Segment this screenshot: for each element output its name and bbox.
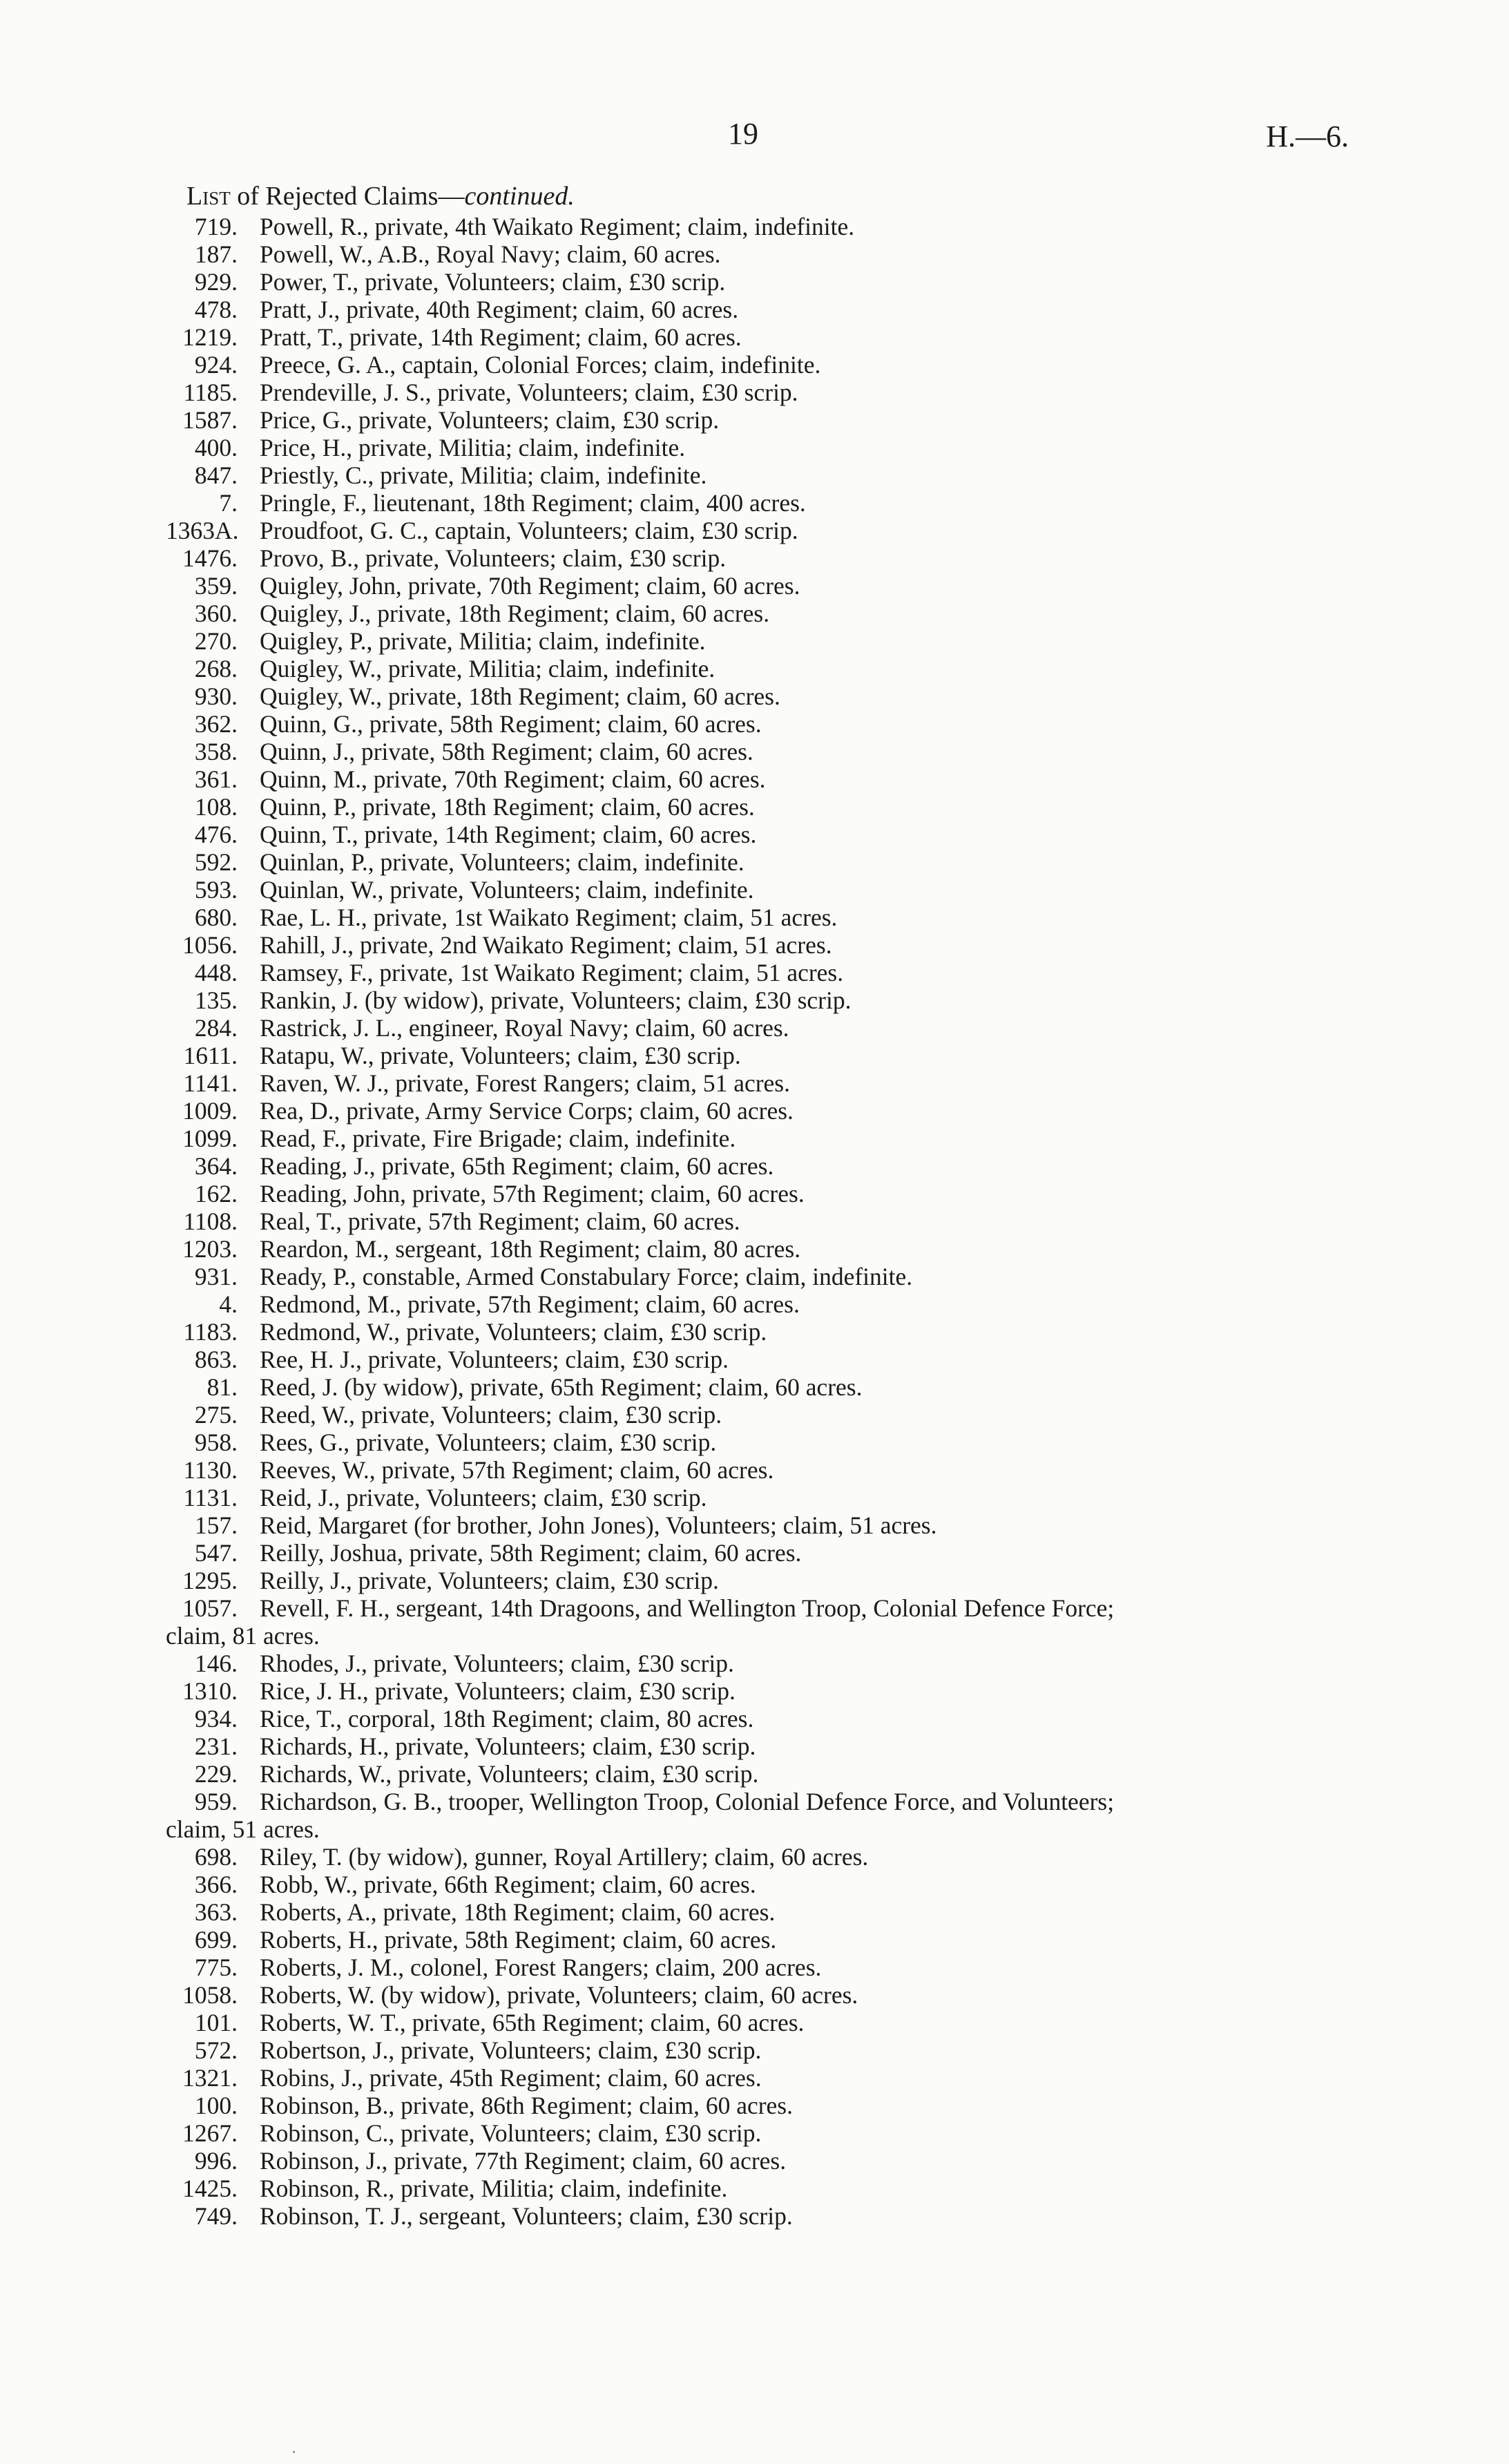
list-item: [166, 959, 1367, 986]
claim-text: Roberts, H., private, 58th Regiment; claim, 60 acres.: [260, 1926, 777, 1954]
claim-number: 1099.: [182, 1125, 238, 1152]
list-item: [166, 876, 1367, 904]
claim-text-continuation: claim, 51 acres.: [166, 1815, 320, 1843]
list-item: [166, 1042, 1367, 1069]
list-item: [166, 1318, 1367, 1346]
claim-number: 363.: [194, 1898, 238, 1926]
claim-text: Robinson, T. J., sergeant, Volunteers; claim, £30 scrip.: [260, 2202, 793, 2230]
claim-text: Riley, T. (by widow), gunner, Royal Artillery; claim, 60 acres.: [260, 1843, 869, 1871]
claim-text: Robb, W., private, 66th Regiment; claim, 60 acres.: [260, 1871, 756, 1898]
claim-text: Quigley, W., private, 18th Regiment; claim, 60 acres.: [260, 682, 780, 710]
list-item: [166, 1788, 1367, 1843]
list-item: [166, 848, 1367, 876]
claim-number: 1295.: [182, 1567, 238, 1594]
claim-number: 1185.: [183, 379, 238, 406]
list-item: [166, 1373, 1367, 1401]
claim-number: 1058.: [182, 1981, 238, 2009]
claim-number: 81.: [206, 1373, 238, 1401]
claim-text: Quinn, T., private, 14th Regiment; claim, 60 acres.: [260, 821, 757, 848]
list-heading-lead: List: [186, 182, 231, 211]
claim-text: Preece, G. A., captain, Colonial Forces; claim, indefinite.: [260, 351, 821, 379]
claim-text: Powell, R., private, 4th Waikato Regiment; claim, indefinite.: [260, 213, 855, 240]
list-item: [166, 1594, 1367, 1650]
claim-number: 680.: [194, 904, 238, 931]
claim-text: Roberts, W. (by widow), private, Volunteers; claim, 60 acres.: [260, 1981, 858, 2009]
claim-text: Price, G., private, Volunteers; claim, £30 scrip.: [260, 406, 720, 434]
claim-number: 699.: [194, 1926, 238, 1954]
claim-number: 361.: [194, 765, 238, 793]
list-item: [166, 655, 1367, 682]
claim-number: 101.: [194, 2009, 238, 2036]
claim-text: Reed, W., private, Volunteers; claim, £30 scrip.: [260, 1401, 722, 1429]
claim-number: 135.: [194, 986, 238, 1014]
list-item: [166, 544, 1367, 572]
claim-number: 100.: [194, 2092, 238, 2119]
list-item: [166, 1954, 1367, 1981]
list-item: [166, 1401, 1367, 1429]
claim-number: 593.: [194, 876, 238, 904]
claim-number: 1219.: [182, 323, 238, 351]
claim-number: 157.: [194, 1511, 238, 1539]
claim-number: 1057.: [182, 1594, 238, 1622]
claim-number: 231.: [194, 1732, 238, 1760]
claim-number: 1476.: [182, 544, 238, 572]
claim-number: 749.: [194, 2202, 238, 2230]
claim-number: 270.: [194, 627, 238, 655]
list-item: [166, 572, 1367, 600]
list-item: [166, 1014, 1367, 1042]
claim-number: 572.: [194, 2036, 238, 2064]
list-item: [166, 406, 1367, 434]
claim-text: Reed, J. (by widow), private, 65th Regiment; claim, 60 acres.: [260, 1373, 863, 1401]
claim-text: Redmond, W., private, Volunteers; claim, £30 scrip.: [260, 1318, 767, 1346]
claim-number: 547.: [194, 1539, 238, 1567]
rejected-claims-list: [166, 213, 1367, 2230]
document-reference: H.—6.: [1266, 120, 1349, 153]
claim-number: 1425.: [182, 2175, 238, 2202]
list-item: [166, 379, 1367, 406]
claim-text: Roberts, W. T., private, 65th Regiment; claim, 60 acres.: [260, 2009, 805, 2036]
claim-text: Rees, G., private, Volunteers; claim, £30 scrip.: [260, 1429, 717, 1456]
claim-number: 719.: [194, 213, 238, 240]
list-item: [166, 1069, 1367, 1097]
list-item: [166, 1456, 1367, 1484]
list-item: [166, 904, 1367, 931]
claim-text: Read, F., private, Fire Brigade; claim, indefinite.: [260, 1125, 736, 1152]
list-item: [166, 1511, 1367, 1539]
claim-number: 929.: [194, 268, 238, 296]
list-item: [166, 434, 1367, 461]
list-item: [166, 517, 1367, 544]
list-item: [166, 1263, 1367, 1290]
claim-number: 358.: [194, 738, 238, 765]
claim-text: Ready, P., constable, Armed Constabulary Force; claim, indefinite.: [260, 1263, 913, 1290]
claim-text: Quinlan, W., private, Volunteers; claim, indefinite.: [260, 876, 754, 904]
claim-number: 847.: [194, 461, 238, 489]
list-item: [166, 600, 1367, 627]
list-item: [166, 268, 1367, 296]
claim-text: Pratt, J., private, 40th Regiment; claim, 60 acres.: [260, 296, 739, 323]
claim-number: 592.: [194, 848, 238, 876]
list-item: [166, 323, 1367, 351]
claim-text: Pratt, T., private, 14th Regiment; claim, 60 acres.: [260, 323, 742, 351]
list-item: [166, 489, 1367, 517]
list-item: [166, 2092, 1367, 2119]
list-item: [166, 2009, 1367, 2036]
claim-text: Robertson, J., private, Volunteers; claim, £30 scrip.: [260, 2036, 762, 2064]
claim-text: Rahill, J., private, 2nd Waikato Regiment; claim, 51 acres.: [260, 931, 832, 959]
list-item: [166, 213, 1367, 240]
claim-number: 1130.: [183, 1456, 238, 1484]
claim-text: Robins, J., private, 45th Regiment; claim, 60 acres.: [260, 2064, 762, 2092]
claim-text: Reeves, W., private, 57th Regiment; claim, 60 acres.: [260, 1456, 774, 1484]
claim-text: Ree, H. J., private, Volunteers; claim, £30 scrip.: [260, 1346, 729, 1373]
claim-text: Rice, J. H., private, Volunteers; claim, £30 scrip.: [260, 1677, 736, 1705]
claim-number: 366.: [194, 1871, 238, 1898]
claim-text: Quinlan, P., private, Volunteers; claim, indefinite.: [260, 848, 744, 876]
claim-number: 1321.: [182, 2064, 238, 2092]
claim-number: 1203.: [182, 1235, 238, 1263]
claim-number: 1183.: [183, 1318, 238, 1346]
claim-text: Quinn, M., private, 70th Regiment; claim, 60 acres.: [260, 765, 766, 793]
claim-number: 934.: [194, 1705, 238, 1732]
list-item: [166, 710, 1367, 738]
claim-number: 360.: [194, 600, 238, 627]
claim-number: 1310.: [182, 1677, 238, 1705]
claim-number: 924.: [194, 351, 238, 379]
claim-text: Roberts, J. M., colonel, Forest Rangers; claim, 200 acres.: [260, 1954, 822, 1981]
claim-text: Reardon, M., sergeant, 18th Regiment; claim, 80 acres.: [260, 1235, 801, 1263]
claim-text: Reilly, Joshua, private, 58th Regiment; claim, 60 acres.: [260, 1539, 802, 1567]
list-heading: [186, 181, 575, 211]
list-item: [166, 682, 1367, 710]
page-speck: [293, 2451, 295, 2453]
list-item: [166, 765, 1367, 793]
claim-text: Rankin, J. (by widow), private, Volunteers; claim, £30 scrip.: [260, 986, 852, 1014]
claim-number: 1363A.: [166, 517, 239, 544]
list-item: [166, 1097, 1367, 1125]
list-item: [166, 2064, 1367, 2092]
list-item: [166, 1677, 1367, 1705]
list-item: [166, 1898, 1367, 1926]
claim-text: Rice, T., corporal, 18th Regiment; claim, 80 acres.: [260, 1705, 754, 1732]
claim-text: Quigley, W., private, Militia; claim, indefinite.: [260, 655, 715, 682]
list-item: [166, 2119, 1367, 2147]
claim-text: Rastrick, J. L., engineer, Royal Navy; claim, 60 acres.: [260, 1014, 789, 1042]
claim-text: Richards, W., private, Volunteers; claim, £30 scrip.: [260, 1760, 759, 1788]
list-item: [166, 2036, 1367, 2064]
claim-number: 478.: [194, 296, 238, 323]
list-item: [166, 821, 1367, 848]
list-item: [166, 1290, 1367, 1318]
claim-text: Robinson, J., private, 77th Regiment; claim, 60 acres.: [260, 2147, 787, 2175]
list-item: [166, 2202, 1367, 2230]
claim-text: Priestly, C., private, Militia; claim, indefinite.: [260, 461, 707, 489]
claim-number: 1009.: [182, 1097, 238, 1125]
list-item: [166, 2147, 1367, 2175]
claim-text: Proudfoot, G. C., captain, Volunteers; claim, £30 scrip.: [260, 517, 798, 544]
list-item: [166, 1346, 1367, 1373]
claim-text: Richardson, G. B., trooper, Wellington Troop, Colonial Defence Force, and Volunteers;: [260, 1788, 1115, 1815]
claim-text: Ramsey, F., private, 1st Waikato Regiment; claim, 51 acres.: [260, 959, 844, 986]
claim-text: Provo, B., private, Volunteers; claim, £30 scrip.: [260, 544, 727, 572]
list-item: [166, 1567, 1367, 1594]
claim-number: 959.: [194, 1788, 238, 1815]
list-item: [166, 1650, 1367, 1677]
claim-number: 187.: [194, 240, 238, 268]
list-item: [166, 627, 1367, 655]
claim-text: Reilly, J., private, Volunteers; claim, £30 scrip.: [260, 1567, 719, 1594]
list-item: [166, 240, 1367, 268]
list-item: [166, 1429, 1367, 1456]
claim-number: 229.: [194, 1760, 238, 1788]
claim-number: 1056.: [182, 931, 238, 959]
claim-text: Rea, D., private, Army Service Corps; claim, 60 acres.: [260, 1097, 794, 1125]
list-heading-continued: continued.: [464, 182, 575, 211]
claim-number: 275.: [194, 1401, 238, 1429]
list-item: [166, 986, 1367, 1014]
list-item: [166, 1180, 1367, 1207]
claim-text: Reid, J., private, Volunteers; claim, £30 scrip.: [260, 1484, 707, 1511]
claim-number: 958.: [194, 1429, 238, 1456]
claim-number: 359.: [194, 572, 238, 600]
claim-number: 284.: [194, 1014, 238, 1042]
claim-number: 863.: [194, 1346, 238, 1373]
claim-text: Prendeville, J. S., private, Volunteers; claim, £30 scrip.: [260, 379, 798, 406]
claim-number: 1141.: [183, 1069, 238, 1097]
list-heading-title: of Rejected Claims—: [230, 182, 465, 211]
claim-text: Richards, H., private, Volunteers; claim, £30 scrip.: [260, 1732, 756, 1760]
claim-number: 775.: [194, 1954, 238, 1981]
claim-number: 698.: [194, 1843, 238, 1871]
claim-number: 268.: [194, 655, 238, 682]
list-item: [166, 1705, 1367, 1732]
claim-number: 146.: [194, 1650, 238, 1677]
claim-number: 448.: [194, 959, 238, 986]
claim-number: 400.: [194, 434, 238, 461]
claim-text: Quigley, P., private, Militia; claim, indefinite.: [260, 627, 706, 655]
claim-text: Reading, J., private, 65th Regiment; claim, 60 acres.: [260, 1152, 774, 1180]
claim-number: 1131.: [183, 1484, 238, 1511]
claim-text: Robinson, B., private, 86th Regiment; claim, 60 acres.: [260, 2092, 793, 2119]
claim-text: Pringle, F., lieutenant, 18th Regiment; claim, 400 acres.: [260, 489, 806, 517]
list-item: [166, 1760, 1367, 1788]
claim-text: Quinn, G., private, 58th Regiment; claim, 60 acres.: [260, 710, 762, 738]
list-item: [166, 931, 1367, 959]
claim-number: 1611.: [183, 1042, 238, 1069]
list-item: [166, 296, 1367, 323]
claim-number: 931.: [194, 1263, 238, 1290]
list-item: [166, 2175, 1367, 2202]
claim-text: Roberts, A., private, 18th Regiment; claim, 60 acres.: [260, 1898, 776, 1926]
claim-text: Quigley, John, private, 70th Regiment; claim, 60 acres.: [260, 572, 800, 600]
list-item: [166, 738, 1367, 765]
claim-number: 362.: [194, 710, 238, 738]
claim-number: 1108.: [183, 1207, 238, 1235]
list-item: [166, 1125, 1367, 1152]
list-item: [166, 1926, 1367, 1954]
claim-text-continuation: claim, 81 acres.: [166, 1622, 320, 1650]
claim-text: Powell, W., A.B., Royal Navy; claim, 60 acres.: [260, 240, 721, 268]
list-item: [166, 1539, 1367, 1567]
claim-text: Power, T., private, Volunteers; claim, £30 scrip.: [260, 268, 726, 296]
claim-number: 996.: [194, 2147, 238, 2175]
page-number: 19: [728, 117, 758, 151]
claim-number: 476.: [194, 821, 238, 848]
list-item: [166, 793, 1367, 821]
list-item: [166, 1843, 1367, 1871]
claim-number: 162.: [194, 1180, 238, 1207]
list-item: [166, 1981, 1367, 2009]
list-item: [166, 1207, 1367, 1235]
list-item: [166, 1235, 1367, 1263]
list-item: [166, 1732, 1367, 1760]
claim-text: Quinn, J., private, 58th Regiment; claim, 60 acres.: [260, 738, 753, 765]
claim-text: Robinson, C., private, Volunteers; claim, £30 scrip.: [260, 2119, 762, 2147]
claim-number: 108.: [194, 793, 238, 821]
claim-number: 1267.: [182, 2119, 238, 2147]
claim-text: Quinn, P., private, 18th Regiment; claim, 60 acres.: [260, 793, 755, 821]
claim-text: Raven, W. J., private, Forest Rangers; claim, 51 acres.: [260, 1069, 790, 1097]
claim-number: 1587.: [182, 406, 238, 434]
claim-number: 364.: [194, 1152, 238, 1180]
claim-number: 930.: [194, 682, 238, 710]
list-item: [166, 461, 1367, 489]
claim-text: Reading, John, private, 57th Regiment; claim, 60 acres.: [260, 1180, 805, 1207]
claim-text: Real, T., private, 57th Regiment; claim, 60 acres.: [260, 1207, 740, 1235]
list-item: [166, 1484, 1367, 1511]
claim-text: Revell, F. H., sergeant, 14th Dragoons, and Wellington Troop, Colonial Defence Force;: [260, 1594, 1115, 1622]
claim-text: Rhodes, J., private, Volunteers; claim, £30 scrip.: [260, 1650, 734, 1677]
claim-text: Ratapu, W., private, Volunteers; claim, £30 scrip.: [260, 1042, 741, 1069]
list-item: [166, 351, 1367, 379]
claim-text: Rae, L. H., private, 1st Waikato Regiment; claim, 51 acres.: [260, 904, 838, 931]
claim-text: Price, H., private, Militia; claim, indefinite.: [260, 434, 686, 461]
claim-text: Robinson, R., private, Militia; claim, indefinite.: [260, 2175, 728, 2202]
claim-number: 7.: [219, 489, 238, 517]
list-item: [166, 1871, 1367, 1898]
claim-text: Redmond, M., private, 57th Regiment; claim, 60 acres.: [260, 1290, 800, 1318]
claim-text: Quigley, J., private, 18th Regiment; claim, 60 acres.: [260, 600, 770, 627]
claim-number: 4.: [219, 1290, 238, 1318]
list-item: [166, 1152, 1367, 1180]
claim-text: Reid, Margaret (for brother, John Jones), Volunteers; claim, 51 acres.: [260, 1511, 937, 1539]
